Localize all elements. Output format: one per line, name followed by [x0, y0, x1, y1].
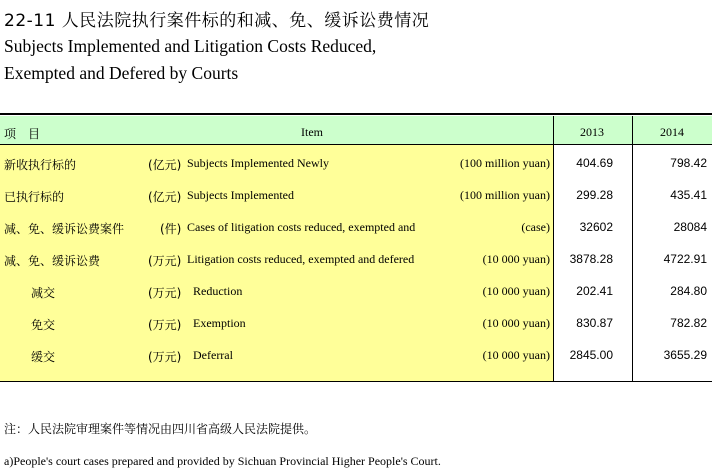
- table-row: [0, 209, 712, 241]
- value-2013: 404.69: [576, 156, 613, 170]
- row-unit-cn: (亿元): [148, 158, 182, 172]
- row-unit-cn: (万元): [148, 318, 182, 332]
- row-label-en: Subjects Implemented: [187, 188, 294, 202]
- row-unit-en: (10 000 yuan): [482, 316, 550, 330]
- row-label-cn: 已执行标的: [4, 190, 65, 204]
- page-title-cn: 22-11 人民法院执行案件标的和减、免、缓诉讼费情况: [4, 11, 430, 31]
- value-2014: 3655.29: [663, 348, 707, 362]
- value-2013: 202.41: [576, 284, 613, 298]
- table-row: [0, 273, 712, 305]
- header-year-2014: 2014: [660, 125, 684, 139]
- row-label-en: Deferral: [193, 348, 233, 362]
- table-row: [0, 305, 712, 337]
- row-unit-en: (10 000 yuan): [482, 284, 550, 298]
- row-unit-en: (10 000 yuan): [482, 252, 550, 266]
- footnote-cn: 注：人民法院审理案件等情况由四川省高级人民法院提供。: [4, 422, 317, 436]
- page-title-en-line2: Exempted and Defered by Courts: [4, 63, 239, 83]
- row-unit-cn: (亿元): [148, 190, 182, 204]
- row-unit-en: (100 million yuan): [460, 188, 550, 202]
- value-2013: 2845.00: [569, 348, 613, 362]
- row-label-en: Exemption: [193, 316, 246, 330]
- row-label-cn: 减、免、缓诉讼费: [4, 254, 101, 268]
- row-label-cn: 减、免、缓诉讼费案件: [4, 222, 125, 236]
- value-2013: 3878.28: [569, 252, 613, 266]
- row-unit-cn: (万元): [148, 286, 182, 300]
- footnote-en: a)People's court cases prepared and provided by Sichuan Provincial Higher People's Court.: [4, 454, 441, 468]
- header-item-en: Item: [301, 125, 323, 139]
- column-divider: [553, 116, 554, 381]
- row-unit-cn: (万元): [148, 254, 182, 268]
- row-label-cn: 新收执行标的: [4, 158, 77, 172]
- row-unit-cn: (万元): [148, 350, 182, 364]
- row-label-cn: 缓交: [31, 350, 56, 364]
- value-2013: 830.87: [576, 316, 613, 330]
- page-title-en-line1: Subjects Implemented and Litigation Costs Reduced,: [4, 36, 377, 56]
- row-unit-en: (case): [521, 220, 550, 234]
- header-year-2013: 2013: [580, 125, 604, 139]
- table-row: [0, 241, 712, 273]
- row-label-en: Reduction: [193, 284, 243, 298]
- table-row: [0, 145, 712, 177]
- table-header-row: [0, 116, 712, 145]
- value-2013: 299.28: [576, 188, 613, 202]
- table-row: [0, 337, 712, 369]
- table-body: [0, 145, 712, 381]
- row-unit-cn: (件): [160, 222, 182, 236]
- value-2013: 32602: [579, 220, 613, 234]
- value-2014: 28084: [673, 220, 707, 234]
- row-label-cn: 免交: [31, 318, 56, 332]
- table-bottom-rule: [0, 381, 712, 382]
- value-2014: 798.42: [670, 156, 707, 170]
- row-label-en: Litigation costs reduced, exempted and defered: [187, 252, 415, 266]
- value-2014: 284.80: [670, 284, 707, 298]
- header-item-cn: 项 目: [4, 127, 41, 141]
- value-2014: 4722.91: [663, 252, 707, 266]
- table-row: [0, 177, 712, 209]
- row-label-en: Cases of litigation costs reduced, exempted and: [187, 220, 416, 234]
- row-unit-en: (100 million yuan): [460, 156, 550, 170]
- value-2014: 782.82: [670, 316, 707, 330]
- column-divider: [632, 116, 633, 381]
- value-2014: 435.41: [670, 188, 707, 202]
- table-top-rule: [0, 113, 712, 115]
- row-unit-en: (10 000 yuan): [482, 348, 550, 362]
- row-label-en: Subjects Implemented Newly: [187, 156, 329, 170]
- row-label-cn: 减交: [31, 286, 56, 300]
